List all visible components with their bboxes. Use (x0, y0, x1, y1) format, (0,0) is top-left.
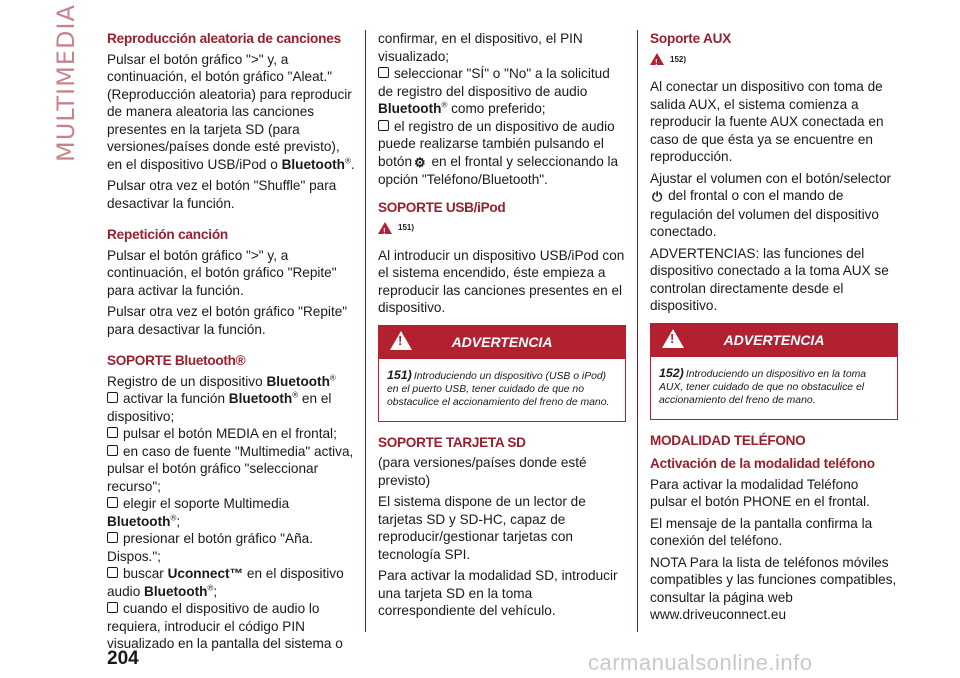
paragraph: ADVERTENCIAS: las funciones del dispositivo conectado a la toma AUX se controlan directamente desde el dispositivo. (650, 245, 889, 313)
watermark: carmanualsonline.info (588, 650, 813, 675)
power-icon: ⏻ (652, 189, 663, 204)
checkbox-bullet-icon (107, 445, 118, 456)
paragraph: Pulsar otra vez el botón gráfico "Repite" para desactivar la función. (107, 304, 348, 337)
paragraph: El sistema dispone de un lector de tarjetas SD y SD-HC, capaz de reproducir/gestionar tarjetas con tecnología SPI. (378, 494, 586, 562)
warning-header: ! ADVERTENCIA (650, 323, 898, 357)
checkbox-bullet-icon (107, 532, 118, 543)
warning-reference: ! 152) (650, 51, 898, 69)
list-item: cuando el dispositivo de audio lo requiera, introducir el código PIN visualizado en la pantalla del sistema o (107, 601, 343, 651)
checkbox-bullet-icon (107, 392, 118, 403)
paragraph: Para activar la modalidad SD, introducir una tarjeta SD en la toma correspondiente del vehículo. (378, 568, 618, 618)
checkbox-bullet-icon (107, 497, 118, 508)
paragraph: El mensaje de la pantalla confirma la conexión del teléfono. (650, 515, 873, 548)
paragraph: Al introducir un dispositivo USB/iPod con el sistema encendido, éste empieza a reproducir las canciones presentes en el dispositivo. (378, 247, 625, 315)
warning-header: ! ADVERTENCIA (378, 325, 626, 359)
heading-usb: SOPORTE USB/iPod (378, 199, 506, 215)
warning-triangle-icon (650, 53, 664, 65)
heading-bluetooth: SOPORTE Bluetooth® (107, 353, 246, 368)
column-2 (378, 30, 626, 624)
heading-aux: Soporte AUX (650, 31, 732, 46)
paragraph: Pulsar el botón gráfico ">" y, a continuación, el botón gráfico "Aleat." (Reproducción aleatoria) para reproducir de manera aleatoria las canciones presentes en la tarjeta SD (para versiones/países donde esté previsto), en el dispositivo USB/iPod o Bluetooth®. (107, 51, 355, 172)
heading-phone-activation: Activación de la modalidad teléfono (650, 456, 875, 471)
column-3 (650, 30, 898, 628)
page-number: 204 (107, 648, 139, 669)
heading-sd: SOPORTE TARJETA SD (378, 434, 526, 450)
warning-triangle-icon (378, 222, 392, 234)
paragraph: Ajustar el volumen con el botón/selector ⏻ del frontal o con el mando de regulación del volumen del dispositivo conectado. (650, 170, 892, 239)
warning-text: 151) Introduciendo un dispositivo (USB o iPod) en el puerto USB, tener cuidado de que no obstaculice el accionamiento del freno de mano. (378, 359, 626, 422)
warning-box (378, 325, 626, 422)
warning-reference: ! 151) (378, 219, 626, 237)
column-divider (637, 30, 638, 632)
list-item: elegir el soporte Multimedia Bluetooth®; (107, 496, 290, 529)
settings-icon: ⚙ (414, 154, 426, 170)
heading-phone: MODALIDAD TELÉFONO (650, 432, 806, 448)
warning-box (650, 323, 898, 420)
list-item: buscar Uconnect™ en el dispositivo audio Bluetooth®; (107, 566, 344, 599)
paragraph: (para versiones/países donde esté previsto) (378, 455, 587, 488)
section-side-label: MULTIMEDIA (52, 4, 80, 162)
column-1 (107, 30, 355, 653)
paragraph: Pulsar otra vez el botón "Shuffle" para desactivar la función. (107, 178, 337, 211)
list-item: en caso de fuente "Multimedia" activa, pulsar el botón gráfico "seleccionar recurso"; (107, 443, 354, 494)
checkbox-bullet-icon (378, 67, 389, 78)
list-item: seleccionar "SÍ" o "No" a la solicitud de registro del dispositivo de audio Bluetooth® como preferido; (378, 66, 610, 116)
list-item: presionar el botón gráfico "Aña. Dispos."; (107, 531, 313, 564)
warning-text: 152) Introduciendo un dispositivo en la toma AUX, tener cuidado de que no obstaculice el accionamiento del freno de mano. (650, 357, 898, 420)
checkbox-bullet-icon (107, 602, 118, 613)
list-item: pulsar el botón MEDIA en el frontal; (107, 425, 355, 443)
column-divider (365, 30, 366, 632)
checkbox-bullet-icon (107, 567, 118, 578)
checkbox-bullet-icon (378, 120, 389, 131)
checkbox-bullet-icon (107, 427, 118, 438)
paragraph: Al conectar un dispositivo con toma de salida AUX, el sistema comienza a reproducir la fuente AUX conectada en caso de que ésta ya se encuentre en reproducción. (650, 79, 884, 164)
paragraph: Para activar la modalidad Teléfono pulsar el botón PHONE en el frontal. (650, 476, 870, 509)
paragraph: Registro de un dispositivo Bluetooth® (107, 372, 336, 389)
paragraph: confirmar, en el dispositivo, el PIN visualizado; (378, 31, 583, 64)
paragraph: Pulsar el botón gráfico ">" y, a continuación, el botón gráfico "Repite" para activar la función. (107, 247, 337, 298)
warning-triangle-icon (390, 331, 412, 350)
list-item: el registro de un dispositivo de audio puede realizarse también pulsando el botón ⚙ en el frontal y seleccionando la opción "Teléfono/Bluetooth". (378, 118, 619, 187)
paragraph: NOTA Para la lista de teléfonos móviles compatibles y las funciones compatibles, consultar la página web www.driveuconnect.eu (650, 554, 897, 622)
heading-shuffle: Reproducción aleatoria de canciones (107, 31, 341, 46)
heading-repeat: Repetición canción (107, 227, 229, 242)
list-item: activar la función Bluetooth® en el dispositivo; (107, 390, 332, 424)
warning-triangle-icon (662, 329, 684, 348)
